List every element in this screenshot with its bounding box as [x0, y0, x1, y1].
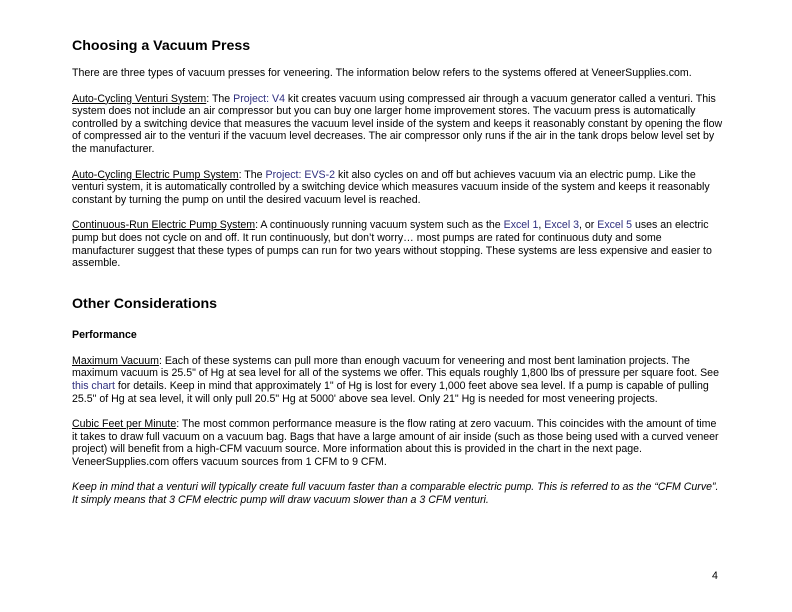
electric-pump-term: Auto-Cycling Electric Pump System: [72, 168, 239, 181]
continuous-text-lead: : A continuously running vacuum system such as the: [255, 219, 504, 232]
continuous-run-term: Continuous-Run Electric Pump System: [72, 219, 256, 232]
continuous-run-paragraph: [72, 219, 724, 269]
max-vacuum-term: Maximum Vacuum: [72, 354, 159, 367]
this-chart-link[interactable]: this chart: [72, 379, 115, 392]
electric-pump-paragraph: [72, 169, 724, 207]
venturi-term: Auto-Cycling Venturi System: [72, 92, 207, 105]
cfm-curve-note: Keep in mind that a venturi will typically create full vacuum faster than a comparable electric pump. This is referred to as the “CFM Curve”. It simply means that 3 CFM electric pump will draw vacuum slower than a 3 CFM venturi.: [72, 481, 719, 507]
venturi-text: kit creates vacuum using compressed air through a vacuum generator called a venturi. This system does not include an air compressor but you can buy one larger home improvement stores. The vacuum press is automatically controlled by a switching device that measures the vacuum level inside of the system and keeps it reasonably constant by opening the flow of compressed air to the venturi if the vacuum level decreases. The air compressor only runs if the air in the tank drops below level set by the manufacturer.: [72, 92, 723, 155]
cfm-paragraph: [72, 418, 724, 468]
separator-2: , or: [579, 219, 598, 232]
max-vacuum-paragraph: [72, 355, 724, 405]
max-vacuum-text-lead: : Each of these systems can pull more than enough vacuum for veneering and most bent lamination projects. The maximum vacuum is 25.5" of Hg at sea level for all of the systems we offer. This equals roughly 1,800 lbs of pressure per square foot. See: [72, 354, 719, 380]
continuous-text: uses an electric pump but does not cycle on and off. It run continuously, but don’t worry… most pumps are rated for continuous duty and some manufacturer suggest that these types of pumps can run for two years without stopping. These systems are less expensive and easier to assemble.: [72, 219, 712, 270]
excel-3-link[interactable]: Excel 3: [544, 219, 580, 232]
cfm-text: : The most common performance measure is the flow rating at zero vacuum. This coincides with the amount of time it takes to draw full vacuum on a vacuum bag. Bags that have a large amount of air inside (such as those being used with a curved veneer project) will benefit from a high-CFM vacuum source. More information about this is provided in the chart in the next page. VeneerSupplies.com offers vacuum sources from 1 CFM to 9 CFM.: [72, 418, 719, 468]
max-vacuum-text: for details. Keep in mind that approximately 1" of Hg is lost for every 1,000 feet above sea level. If a pump is capable of pulling 25.5" of Hg at sea level, it will only pull 20.5" Hg at 5000' above sea level. Only 21" Hg is needed for most veneering projects.: [72, 379, 709, 405]
page-number: 4: [712, 570, 718, 582]
excel-1-link[interactable]: Excel 1: [503, 219, 539, 232]
separator-1: ,: [538, 219, 545, 232]
venturi-text-lead: : The: [206, 92, 234, 105]
electric-text: kit also cycles on and off but achieves vacuum via an electric pump. Like the venturi system, it is automatically controlled by a switching device which measures vacuum inside of the system and keeps it reasonably constant by turning the pump on until the desired vacuum level is reached.: [72, 168, 710, 206]
electric-text-lead: : The: [238, 168, 266, 181]
cfm-term: Cubic Feet per Minute: [72, 418, 177, 431]
intro-paragraph: There are three types of vacuum presses for veneering. The information below refers to the systems offered at VeneerSupplies.com.: [72, 67, 692, 79]
excel-5-link[interactable]: Excel 5: [597, 219, 633, 232]
project-evs2-link[interactable]: Project: EVS-2: [265, 168, 335, 181]
section-title-other-considerations: Other Considerations: [72, 295, 218, 312]
venturi-paragraph: [72, 93, 724, 156]
section-title-vacuum-press: Choosing a Vacuum Press: [72, 38, 251, 54]
project-v4-link[interactable]: Project: V4: [233, 92, 285, 105]
document-page: [72, 36, 724, 507]
subsection-title-performance: Performance: [72, 328, 137, 341]
